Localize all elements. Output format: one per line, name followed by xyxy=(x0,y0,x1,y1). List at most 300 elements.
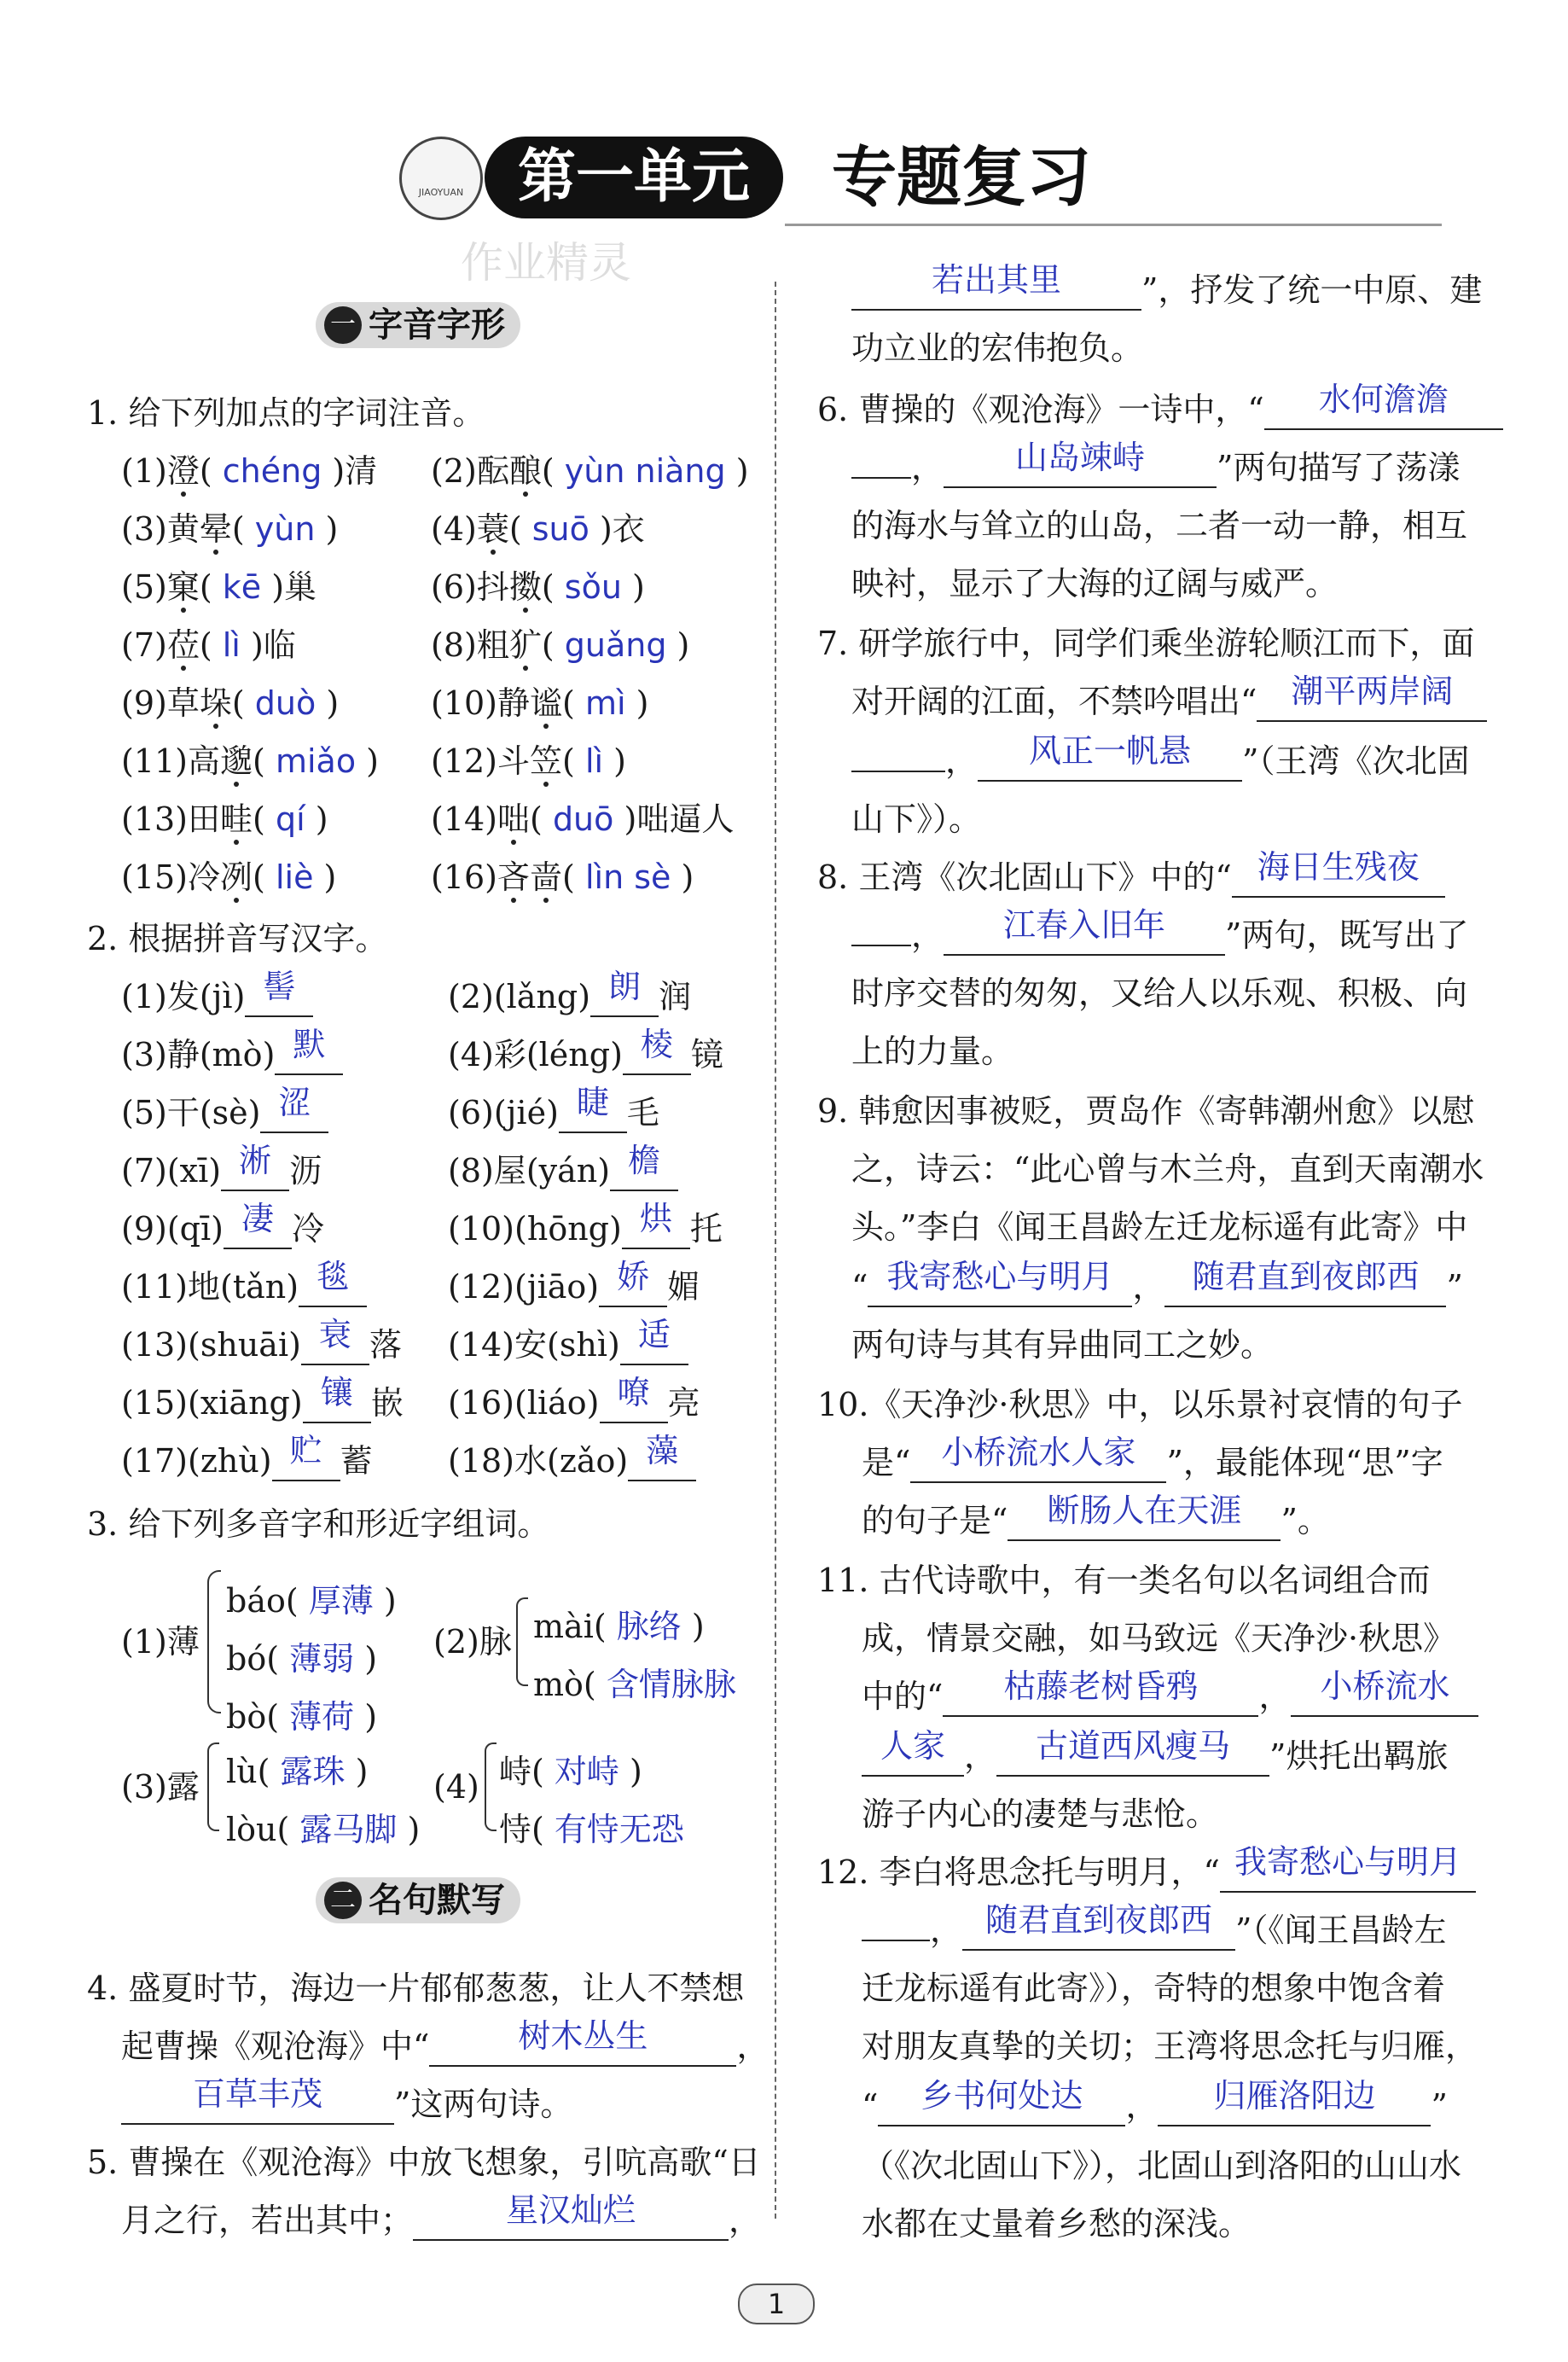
q7-answer-blank[interactable] xyxy=(1257,672,1487,722)
q1-answer: kē xyxy=(212,568,272,606)
q2-answer-blank[interactable] xyxy=(299,1258,367,1307)
q3-answer: 含情脉脉 xyxy=(595,1666,736,1703)
q4-answer-blank[interactable] xyxy=(121,2075,394,2125)
item-text: (shuāi) xyxy=(188,1326,301,1364)
q1-item xyxy=(431,442,749,500)
q2-item xyxy=(448,1026,723,1084)
q2-answer-blank[interactable] xyxy=(628,1432,696,1481)
q8-answer-blank[interactable] xyxy=(851,945,911,946)
q3-row xyxy=(226,1572,397,1630)
q2-answer: 朗 xyxy=(608,968,642,1005)
q11-answer: 人家 xyxy=(880,1727,945,1765)
dotted-char xyxy=(497,858,562,896)
q1-answer: yùn xyxy=(244,510,326,548)
answer-paren: ) xyxy=(599,510,613,548)
q3-paren: ) xyxy=(407,1811,421,1848)
q12-answer: 随君直到夜郎西 xyxy=(985,1901,1213,1939)
q1-item xyxy=(431,558,645,616)
dotted-char xyxy=(530,742,562,780)
q6-line4: 映衬，显示了大海的辽阔与威严。 xyxy=(851,565,1339,602)
item-text: 高 xyxy=(188,742,221,780)
item-text: 抖 xyxy=(476,568,509,606)
item-number: (15) xyxy=(121,858,189,896)
answer-paren: ( xyxy=(530,800,543,838)
q12-line3: 迁龙标遥有此寄》），奇特的想象中饱含着 xyxy=(862,1969,1446,2007)
q2-answer: 镶 xyxy=(320,1374,353,1411)
q2-answer-blank[interactable] xyxy=(275,1026,343,1075)
q2-answer: 嘹 xyxy=(617,1374,650,1411)
item-text: 静 xyxy=(497,684,531,722)
q2-answer: 檐 xyxy=(628,1142,661,1179)
q5-answer: 星汉灿烂 xyxy=(506,2191,636,2229)
q11-line3 xyxy=(862,1667,1478,1725)
item-number: (14) xyxy=(431,800,498,838)
q6-text: ”两句描写了荡漾 xyxy=(1217,449,1461,486)
q1-answer: guǎng xyxy=(554,626,677,664)
q10-text: ”，最能体现“思”字 xyxy=(1166,1444,1443,1481)
section-header-1 xyxy=(316,302,520,348)
item-text: 地(tǎn) xyxy=(188,1268,299,1306)
answer-paren: ( xyxy=(541,626,555,664)
q12-answer-blank[interactable] xyxy=(962,1901,1235,1951)
q9-line2: 之，诗云：“此心曾与木兰舟，直到天南潮水 xyxy=(851,1150,1484,1188)
q9-answer: 我寄愁心与明月 xyxy=(886,1258,1114,1295)
q9-line5: 两句诗与其有异曲同工之妙。 xyxy=(851,1326,1274,1364)
q8-answer: 海日生残夜 xyxy=(1257,848,1420,886)
q3-row xyxy=(226,1630,377,1688)
answer-paren: ( xyxy=(199,568,212,606)
q1-item xyxy=(121,790,328,848)
q2-answer-blank[interactable] xyxy=(559,1084,627,1133)
q8-text: ， xyxy=(911,916,944,954)
q3-group3-brace xyxy=(207,1742,219,1831)
dotted-char: 垛 xyxy=(199,684,232,722)
dotted-char xyxy=(509,568,542,606)
q1-answer: duò xyxy=(244,684,327,722)
item-text: (liáo) xyxy=(514,1384,600,1422)
q2-answer: 髻 xyxy=(263,968,296,1005)
q7-text: ， xyxy=(945,742,979,780)
item-text: 落 xyxy=(369,1326,402,1364)
q3-answer: 露马脚 xyxy=(289,1811,408,1848)
answer-paren: ) xyxy=(613,742,626,780)
q2-answer: 适 xyxy=(637,1316,671,1353)
q2-item xyxy=(448,1316,688,1374)
q2-answer-blank[interactable] xyxy=(620,1316,688,1365)
q5-line4: 功立业的宏伟抱负。 xyxy=(851,329,1144,367)
q8-answer-blank[interactable] xyxy=(1232,848,1445,898)
watermark: 作业精灵 xyxy=(461,238,631,288)
page-number: 1 xyxy=(767,2288,786,2320)
q1-item xyxy=(121,616,296,674)
dotted-char xyxy=(220,742,253,780)
q3-row xyxy=(533,1655,736,1713)
item-number: (3) xyxy=(121,1036,167,1073)
item-text: 斗 xyxy=(497,742,531,780)
q3-paren: ) xyxy=(383,1582,397,1620)
q3-paren: ) xyxy=(364,1698,378,1736)
q11-line4 xyxy=(862,1727,1448,1785)
q3-paren: ) xyxy=(630,1753,642,1790)
q1-answer: duō xyxy=(542,800,624,838)
item-text: 咄逼人 xyxy=(636,800,735,838)
q2-item xyxy=(448,1374,700,1432)
q7-answer: 风正一帆悬 xyxy=(1029,732,1192,770)
q3-answer: 薄弱 xyxy=(279,1640,365,1678)
q7-text: 对开阔的江面，不禁吟唱出“ xyxy=(851,683,1257,720)
item-number: (6) xyxy=(431,568,477,606)
dotted-char: 澄 xyxy=(166,452,200,490)
q3-paren: ) xyxy=(691,1608,705,1645)
q2-answer-blank[interactable] xyxy=(221,1142,289,1191)
q6-line1 xyxy=(817,381,1503,439)
dotted-char xyxy=(167,626,200,664)
q2-answer-blank[interactable] xyxy=(303,1374,371,1423)
item-text: 沥 xyxy=(289,1152,322,1190)
q1-answer: lìn sè xyxy=(574,858,682,896)
item-text: 亮 xyxy=(667,1384,700,1422)
q2-answer-blank[interactable] xyxy=(590,968,659,1017)
q8-answer: 江春入旧年 xyxy=(1003,906,1166,944)
q3-group1-label: (1)薄 xyxy=(121,1623,200,1661)
q1-answer: lì xyxy=(212,626,251,664)
q8-answer-blank[interactable] xyxy=(944,906,1225,956)
dotted-char xyxy=(497,800,530,838)
q3-row xyxy=(499,1801,684,1859)
dotted-char: 窠 xyxy=(166,568,200,606)
answer-paren: ( xyxy=(562,858,575,896)
q6-line3: 的海水与耸立的山岛，二者一动一静，相互 xyxy=(851,507,1468,544)
q2-answer: 涩 xyxy=(278,1084,311,1121)
q11-text: 中的“ xyxy=(862,1678,944,1715)
q4-text: 起曹操《观沧海》中“ xyxy=(121,2027,430,2065)
q8-line4: 上的力量。 xyxy=(851,1033,1014,1070)
q3-pinyin: 恃( xyxy=(499,1811,544,1848)
q9-text: “ xyxy=(851,1268,868,1306)
q2-answer: 毯 xyxy=(317,1258,350,1295)
q1-answer: yùn niàng xyxy=(554,452,736,490)
q3-paren: ) xyxy=(355,1753,369,1790)
dotted-char: 谧 xyxy=(530,684,563,722)
q11-answer: 小桥流水 xyxy=(1320,1667,1450,1705)
item-text: 冷 xyxy=(291,1210,324,1248)
q1-item xyxy=(431,790,734,848)
q2-answer-blank[interactable] xyxy=(610,1142,678,1191)
q1-item xyxy=(121,732,379,790)
answer-paren: ) xyxy=(326,684,340,722)
q7-answer: 潮平两岸阔 xyxy=(1291,672,1454,710)
item-text: 冷 xyxy=(188,858,221,896)
q2-item xyxy=(448,1258,700,1316)
answer-paren: ( xyxy=(231,684,245,722)
q10-text: 的句子是“ xyxy=(862,1502,1008,1539)
section-number: 二 xyxy=(324,1882,362,1919)
answer-paren: ( xyxy=(541,568,555,606)
q6-answer: 水何澹澹 xyxy=(1318,381,1449,418)
q10-line1: 10.《天净沙·秋思》中，以乐景衬哀情的句子 xyxy=(817,1386,1463,1423)
q2-item xyxy=(121,1026,343,1084)
q6-answer: 山岛竦峙 xyxy=(1015,439,1146,476)
dotted-char: 擞 xyxy=(508,568,542,606)
q1-answer: sǒu xyxy=(554,568,632,606)
q9-text: ， xyxy=(1132,1268,1165,1306)
q2-answer-blank[interactable] xyxy=(245,968,313,1017)
answer-paren: ( xyxy=(562,684,575,722)
q3-row xyxy=(499,1742,642,1801)
q12-line6: （《次北固山下》），北固山到洛阳的山山水 xyxy=(862,2147,1462,2185)
q2-answer-blank[interactable] xyxy=(600,1374,668,1423)
item-text: 粗 xyxy=(476,626,509,664)
q3-answer: 厚薄 xyxy=(298,1582,384,1620)
q2-item xyxy=(121,1200,324,1258)
q6-text: ， xyxy=(911,449,944,486)
q3-pinyin: mài( xyxy=(533,1608,607,1645)
q11-answer-blank[interactable] xyxy=(996,1727,1269,1777)
q3-paren: ) xyxy=(364,1640,378,1678)
q3-pinyin: lù( xyxy=(226,1753,270,1790)
dotted-char: 酿 xyxy=(508,452,542,490)
q4-line1: 4. 盛夏时节，海边一片郁郁葱葱，让人不禁想 xyxy=(87,1969,745,2007)
q7-answer-blank[interactable] xyxy=(978,732,1242,782)
answer-paren: ( xyxy=(253,742,265,780)
item-number: (13) xyxy=(121,800,189,838)
item-number: (1) xyxy=(121,978,167,1015)
q2-answer-blank[interactable] xyxy=(224,1200,292,1249)
q3-group1-brace xyxy=(207,1570,221,1713)
item-text: 嵌 xyxy=(370,1384,404,1422)
q11-answer-blank[interactable] xyxy=(862,1727,964,1777)
answer-paren: ) xyxy=(735,452,749,490)
q12-text: “ xyxy=(862,2087,879,2125)
q2-answer: 淅 xyxy=(239,1142,272,1179)
page-title: 专题复习 xyxy=(832,139,1091,215)
dotted-char xyxy=(220,800,253,838)
dotted-char xyxy=(167,568,200,606)
q3-answer: 对峙 xyxy=(543,1753,630,1790)
item-number: (10) xyxy=(431,684,498,722)
q12-text: ， xyxy=(1125,2087,1159,2125)
answer-paren: ( xyxy=(199,626,212,664)
answer-paren: ) xyxy=(681,858,694,896)
q10-text: ”。 xyxy=(1281,1502,1330,1539)
dotted-char xyxy=(509,626,542,664)
q7-line1: 7. 研学旅行中，同学们乘坐游轮顺江而下，面 xyxy=(817,625,1475,662)
q12-line2 xyxy=(862,1901,1446,1959)
dotted-char: 犷 xyxy=(508,626,542,664)
unit-banner xyxy=(485,137,783,218)
answer-paren: ) xyxy=(325,510,339,548)
q9-answer-blank[interactable] xyxy=(1164,1258,1446,1307)
item-text: 托 xyxy=(689,1210,723,1248)
q2-answer-blank[interactable] xyxy=(272,1432,340,1481)
q1-item xyxy=(431,848,694,906)
q8-text: 8. 王湾《次北固山下》中的“ xyxy=(817,858,1232,896)
q5-answer-blank[interactable] xyxy=(413,2191,729,2241)
q3-title: 3. 给下列多音字和形近字组词。 xyxy=(87,1505,550,1543)
q9-answer-blank[interactable] xyxy=(868,1258,1132,1307)
dotted-char: 笠 xyxy=(530,742,563,780)
item-text: 安(shì) xyxy=(514,1326,620,1364)
item-number: (10) xyxy=(448,1210,515,1248)
q5-text: ”，抒发了统一中原、建 xyxy=(1141,271,1483,309)
item-number: (17) xyxy=(121,1442,189,1480)
q2-answer: 睫 xyxy=(576,1084,609,1121)
q1-item xyxy=(121,674,339,732)
q10-answer-blank[interactable] xyxy=(1008,1492,1281,1541)
item-text: 水(zǎo) xyxy=(514,1442,629,1480)
q4-line3 xyxy=(121,2075,572,2133)
answer-paren: ( xyxy=(231,510,245,548)
q12-line1 xyxy=(817,1843,1476,1901)
q2-answer-blank[interactable] xyxy=(622,1200,690,1249)
q10-line3 xyxy=(862,1492,1330,1550)
q7-line2 xyxy=(851,672,1487,730)
q2-answer-blank[interactable] xyxy=(599,1258,667,1307)
q5-line2 xyxy=(121,2191,761,2249)
q6-answer-blank[interactable] xyxy=(944,439,1217,488)
logo-text: JIAOYUAN xyxy=(418,187,464,198)
q1-item xyxy=(121,500,338,558)
q11-line1: 11. 古代诗歌中，有一类名句以名词组合而 xyxy=(817,1562,1431,1599)
dotted-char xyxy=(200,510,232,548)
q4-answer: 百草丰茂 xyxy=(192,2075,322,2113)
q9-answer: 随君直到夜郎西 xyxy=(1192,1258,1420,1295)
section-label: 名句默写 xyxy=(369,1881,505,1920)
q6-line2 xyxy=(851,439,1460,497)
answer-paren: ) xyxy=(366,742,379,780)
q12-answer-blank[interactable] xyxy=(1220,1843,1476,1893)
dotted-char: 莅 xyxy=(166,626,200,664)
q9-line3: 头。”李白《闻王昌龄左迁龙标遥有此寄》中 xyxy=(851,1208,1468,1246)
section-number: 一 xyxy=(324,306,362,344)
q11-answer-blank[interactable] xyxy=(943,1667,1258,1717)
q2-answer-blank[interactable] xyxy=(623,1026,691,1075)
q7-text: ”（王湾《次北固 xyxy=(1242,742,1470,780)
q5-answer-blank[interactable] xyxy=(851,261,1141,311)
q3-row xyxy=(226,1801,420,1859)
q11-answer-blank[interactable] xyxy=(1291,1667,1478,1717)
q5-line3 xyxy=(851,261,1482,319)
q6-answer-blank[interactable] xyxy=(851,477,911,479)
answer-paren: ) xyxy=(250,626,264,664)
item-number: (12) xyxy=(448,1268,515,1306)
q2-answer-blank[interactable] xyxy=(260,1084,328,1133)
unit-title: 第一单元 xyxy=(517,143,750,211)
q3-answer: 脉络 xyxy=(606,1608,692,1645)
q1-item xyxy=(121,558,317,616)
q5-answer: 若出其里 xyxy=(931,261,1061,299)
q12-line5 xyxy=(862,2077,1448,2135)
q11-text: ， xyxy=(964,1737,997,1775)
q10-line2 xyxy=(862,1434,1443,1492)
q2-item xyxy=(448,1084,659,1142)
dotted-char xyxy=(220,858,253,896)
item-text: 毛 xyxy=(626,1094,659,1132)
item-number: (16) xyxy=(448,1384,515,1422)
q7-line4: 山下》）。 xyxy=(851,800,982,838)
item-text: 巢 xyxy=(284,568,317,606)
q1-title: 1. 给下列加点的字词注音。 xyxy=(87,394,485,432)
q7-answer-blank[interactable] xyxy=(851,771,945,772)
dotted-char: 畦 xyxy=(220,800,253,838)
dotted-char: 吝 xyxy=(497,858,531,896)
answer-paren: ( xyxy=(562,742,575,780)
item-number: (14) xyxy=(448,1326,515,1364)
q2-answer: 棱 xyxy=(640,1026,673,1063)
q7-line3 xyxy=(851,732,1469,790)
section-header-2 xyxy=(316,1877,520,1923)
q6-text: 6. 曹操的《观沧海》一诗中，“ xyxy=(817,391,1264,428)
q12-answer-blank[interactable] xyxy=(878,2077,1125,2126)
q4-line2 xyxy=(121,2017,769,2075)
item-text: 清 xyxy=(345,452,378,490)
q1-answer: liè xyxy=(264,858,324,896)
item-number: (7) xyxy=(121,626,167,664)
q1-answer: qí xyxy=(264,800,316,838)
answer-paren: ) xyxy=(677,626,690,664)
item-number: (12) xyxy=(431,742,498,780)
q2-answer: 衰 xyxy=(318,1316,351,1353)
q6-answer-blank[interactable] xyxy=(1264,381,1503,430)
q12-answer-blank[interactable] xyxy=(862,1940,930,1941)
q10-answer-blank[interactable] xyxy=(910,1434,1166,1483)
item-text: (qī) xyxy=(166,1210,224,1248)
q3-row xyxy=(226,1742,368,1801)
q1-answer: chéng xyxy=(212,452,333,490)
item-number: (6) xyxy=(448,1094,494,1132)
answer-paren: ) xyxy=(631,568,645,606)
column-divider xyxy=(775,282,776,2219)
item-text: 静(mò) xyxy=(166,1036,276,1073)
answer-paren: ) xyxy=(315,800,328,838)
q3-answer: 有恃无恐 xyxy=(543,1811,684,1848)
q11-line5: 游子内心的凄楚与悲怆。 xyxy=(862,1795,1219,1833)
q4-answer-blank[interactable] xyxy=(429,2017,736,2067)
item-text: 干(sè) xyxy=(166,1094,261,1132)
q3-group2-brace xyxy=(516,1597,528,1686)
q11-answer: 古道西风瘦马 xyxy=(1036,1727,1231,1765)
q12-answer: 归雁洛阳边 xyxy=(1213,2077,1376,2115)
q12-answer-blank[interactable] xyxy=(1158,2077,1431,2126)
dotted-char xyxy=(509,452,542,490)
item-number: (5) xyxy=(121,568,167,606)
item-text: 发(jì) xyxy=(166,978,246,1015)
answer-paren: ( xyxy=(199,452,212,490)
q2-item xyxy=(121,1084,328,1142)
item-number: (15) xyxy=(121,1384,189,1422)
item-text: 镜 xyxy=(690,1036,723,1073)
q3-pinyin: bó( xyxy=(226,1640,280,1678)
q3-answer: 薄荷 xyxy=(279,1698,365,1736)
item-number: (7) xyxy=(121,1152,167,1190)
item-text: (jié) xyxy=(493,1094,559,1132)
q11-line2: 成，情景交融，如马致远《天净沙·秋思》 xyxy=(862,1620,1456,1657)
q2-answer: 凄 xyxy=(241,1200,274,1237)
q2-item xyxy=(121,968,313,1026)
item-number: (5) xyxy=(121,1094,167,1132)
item-text: (jiāo) xyxy=(514,1268,600,1306)
item-text: 彩(léng) xyxy=(493,1036,623,1073)
dotted-char xyxy=(167,452,200,490)
q1-item xyxy=(431,616,689,674)
q2-answer: 默 xyxy=(293,1026,326,1063)
dotted-char: 啬 xyxy=(530,858,563,896)
q3-group3-label: (3)露 xyxy=(121,1768,200,1806)
q9-text: ” xyxy=(1446,1268,1463,1306)
q4-text: ， xyxy=(736,2027,769,2065)
q2-answer-blank[interactable] xyxy=(301,1316,369,1365)
dotted-char: 冽 xyxy=(220,858,253,896)
